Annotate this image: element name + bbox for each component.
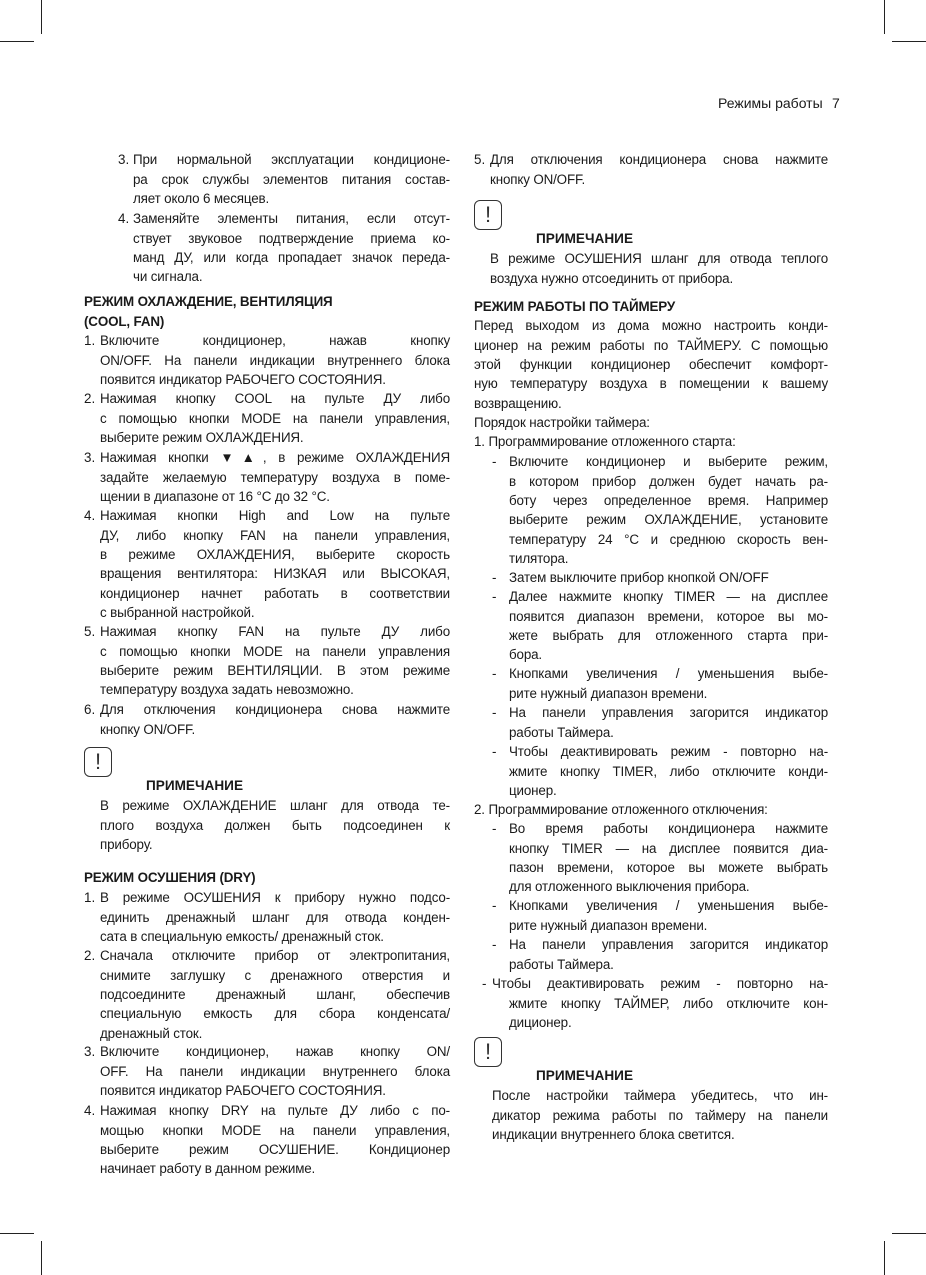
text-line: выберите режим ОХЛАЖДЕНИЕ, установите [509,512,828,528]
text-line: РЕЖИМ ОХЛАЖДЕНИЕ, ВЕНТИЛЯЦИЯ [84,294,333,310]
text-line: Нажимая кнопки ▼▲, в режиме ОХЛАЖДЕНИЯ [100,450,450,466]
list-item [84,1042,450,1100]
text-line: задайте желаемую температуру воздуха в поме- [100,469,450,485]
text-line: в режиме ОХЛАЖДЕНИЯ, выберите скорость [100,547,450,563]
text-line: На панели управления загорится индикатор [509,937,828,953]
text-line: возвращению. [474,395,562,411]
text-line: с выбранной настройкой. [100,605,255,621]
list-item [84,888,450,946]
list-item [118,209,450,287]
text-line: температуру воздуха задать невозможно. [100,682,354,698]
crop-mark [0,1233,34,1234]
text-line: бора. [509,647,542,663]
paragraph [474,316,828,413]
text-line: диционер. [509,1015,572,1031]
bullet-item [492,452,828,568]
text-line: В режиме ОХЛАЖДЕНИЕ шланг для отвода те- [100,798,450,814]
text-line: Перед выходом из дома можно настроить конди- [474,318,828,334]
text-line: выберите режим ВЕНТИЛЯЦИИ. В этом режиме [100,663,450,679]
text-line: Затем выключите прибор кнопкой ON/OFF [509,570,769,586]
note-block [484,1039,828,1144]
text-line: Чтобы деактивировать режим - повторно на- [492,976,828,992]
text-line: Нажимая кнопки High and Low на пульте [100,508,450,524]
list-item [474,150,828,189]
bullet-item [492,703,828,742]
text-line: дренажный сток. [100,1025,203,1041]
text-line: работы Таймера. [509,956,614,972]
item-number: 2. [84,391,96,407]
text-line: Включите кондиционер, нажав кнопку [100,333,450,349]
text-line: Сначала отключите прибор от электропитания, [100,948,450,964]
text-line: В режиме ОСУШЕНИЯ к прибору нужно подсо- [100,890,450,906]
text-line: в котором прибор должен будет начать ра- [509,473,828,489]
text-line: снимите заглушку с дренажного отверстия и [100,967,450,983]
text-line: ционер на режим работы по ТАЙМЕРУ. С помощью [474,337,828,353]
text-line: 1. Программирование отложенного старта: [474,434,736,450]
dash-marker: - [492,821,497,837]
section-heading [474,297,828,316]
text-line: Во время работы кондиционера нажмите [509,821,828,837]
dash-marker: - [492,705,497,721]
page-number: 7 [832,95,840,111]
exclamation-icon: ! [474,200,502,230]
note-title: ПРИМЕЧАНИЕ [146,778,244,794]
text-line: Кнопками увеличения / уменьшения выбе- [509,666,828,682]
bullet-item [482,974,828,1032]
text-line: тилятора. [509,551,569,567]
bullet-item [492,935,828,974]
paragraph [474,800,828,819]
text-line: начинает работу в данном режиме. [100,1161,316,1177]
note-title: ПРИМЕЧАНИЕ [536,231,634,247]
bullet-item [492,587,828,665]
text-line: После настройки таймера убедитесь, что ин- [492,1088,828,1104]
dash-marker: - [492,666,497,682]
text-line: кондиционер начнет работать в соответствии [100,585,450,601]
text-line: Для отключения кондиционера снова нажмите [490,152,828,168]
text-line: ствует звуковое подтверждение приема ко- [133,230,450,246]
item-number: 3. [84,1044,96,1060]
running-header: Режимы работы [718,95,823,111]
text-line: Чтобы деактивировать режим - повторно на- [509,744,828,760]
text-line: Включите кондиционер, нажав кнопку ON/ [100,1044,450,1060]
list-item [84,389,450,447]
dash-marker: - [492,454,497,470]
text-line: При нормальной эксплуатации кондиционе- [133,152,450,168]
dash-marker: - [492,570,497,586]
exclamation-icon: ! [84,747,112,777]
item-number: 1. [84,890,96,906]
bullet-item [492,568,828,587]
text-line: манд ДУ, или когда пропадает значок переда- [133,250,450,266]
text-line: плого воздуха должен быть подсоединен к [100,817,450,833]
list-item [84,506,450,622]
section-heading [84,868,450,887]
crop-mark [892,1233,926,1234]
text-line: 2. Программирование отложенного отключения: [474,802,768,818]
text-line: кнопку TIMER — на дисплее появится диа- [509,840,828,856]
note-block [94,749,450,854]
crop-mark [892,41,926,42]
bullet-item [492,896,828,935]
text-line: рите нужный диапазон времени. [509,685,708,701]
text-line: жмите кнопку TIMER, либо отключите конди- [509,763,828,779]
dash-marker: - [492,589,497,605]
text-line: этой функции кондиционер обеспечит комфорт- [474,357,828,373]
item-number: 6. [84,702,96,718]
section-heading [84,292,450,331]
text-line: ON/OFF. На панели индикации внутреннего блока [100,352,450,368]
paragraph [474,413,828,432]
text-line: дикатор режима работы по таймеру на панели [492,1107,828,1123]
text-line: пазон времени, которое вы можете выбрать [509,860,828,876]
item-number: 5. [84,624,96,640]
text-line: боту через определенное время. Например [509,493,828,509]
text-line: подсоедините дренажный шланг, обеспечив [100,987,450,1003]
item-number: 3. [118,152,130,168]
dash-marker: - [492,937,497,953]
text-line: единить дренажный шланг для отвода конден- [100,909,450,925]
text-line: воздуха нужно отсоединить от прибора. [490,270,734,286]
text-line: появится индикатор РАБОЧЕГО СОСТОЯНИЯ. [100,372,386,388]
note-block [484,202,828,288]
list-item [84,1101,450,1179]
exclamation-icon: ! [474,1037,502,1067]
text-line: РЕЖИМ ОСУШЕНИЯ (DRY) [84,870,256,886]
list-item [84,946,450,1043]
text-line: Кнопками увеличения / уменьшения выбе- [509,898,828,914]
text-line: выберите режим ОСУШЕНИЕ. Кондиционер [100,1142,450,1158]
text-line: ра срок службы элементов питания состав- [133,171,450,187]
text-line: появится диапазон времени, которое вы мо- [509,608,828,624]
text-line: чи сигнала. [133,269,203,285]
text-line: выберите режим ОХЛАЖДЕНИЯ. [100,430,304,446]
text-line: кнопку ON/OFF. [100,721,196,737]
text-line: Далее нажмите кнопку TIMER — на дисплее [509,589,828,605]
text-line: специальную емкость для сбора конденсата/ [100,1006,450,1022]
crop-mark [41,0,42,34]
text-line: ционер. [509,783,557,799]
item-number: 4. [118,211,130,227]
bullet-item [492,664,828,703]
text-line: Нажимая кнопку COOL на пульте ДУ либо [100,391,450,407]
text-line: индикации внутреннего блока светится. [492,1127,735,1143]
note-title: ПРИМЕЧАНИЕ [536,1068,634,1084]
list-item [84,700,450,739]
paragraph [474,432,828,451]
item-number: 2. [84,948,96,964]
text-line: ДУ, либо кнопку FAN на панели управления, [100,527,450,543]
text-line: Заменяйте элементы питания, если отсут- [133,211,450,227]
text-line: (COOL, FAN) [84,313,165,329]
crop-mark [41,1241,42,1275]
text-line: жете выбрать для отложенного старта при- [509,628,828,644]
text-line: для отложенного выключения прибора. [509,879,750,895]
text-line: прибору. [100,837,153,853]
text-line: Нажимая кнопку DRY на пульте ДУ либо с по- [100,1103,450,1119]
text-line: ляет около 6 месяцев. [133,191,270,207]
text-line: Включите кондиционер и выберите режим, [509,454,828,470]
crop-mark [884,1241,885,1275]
bullet-item [492,742,828,800]
list-item [84,331,450,389]
text-line: OFF. На панели индикации внутреннего блока [100,1063,450,1079]
text-line: На панели управления загорится индикатор [509,705,828,721]
text-line: РЕЖИМ РАБОТЫ ПО ТАЙМЕРУ [474,299,676,315]
dash-marker: - [492,898,497,914]
bullet-item [492,819,828,897]
list-item [118,150,450,208]
text-line: Нажимая кнопку FAN на пульте ДУ либо [100,624,450,640]
text-line: мощью кнопки MODE на панели управления, [100,1122,450,1138]
item-number: 3. [84,450,96,466]
item-number: 4. [84,1103,96,1119]
dash-marker: - [482,976,487,992]
item-number: 4. [84,508,96,524]
item-number: 5. [474,152,486,168]
list-item [84,448,450,506]
crop-mark [884,0,885,34]
text-line: вращения вентилятора: НИЗКАЯ или ВЫСОКАЯ, [100,566,450,582]
text-line: В режиме ОСУШЕНИЯ шланг для отвода теплого [490,251,828,267]
text-line: появится индикатор РАБОЧЕГО СОСТОЯНИЯ. [100,1083,386,1099]
text-line: рите нужный диапазон времени. [509,917,708,933]
crop-mark [0,41,34,42]
text-line: кнопку ON/OFF. [490,171,586,187]
text-line: Порядок настройки таймера: [474,415,650,431]
text-line: щении в диапазоне от 16 °С до 32 °С. [100,489,330,505]
dash-marker: - [492,744,497,760]
list-item [84,622,450,700]
text-line: с помощью кнопки MODE на панели управления, [100,410,450,426]
text-line: работы Таймера. [509,724,614,740]
text-line: ную температуру воздуха в помещении к вашему [474,376,828,392]
text-line: температуру 24 °С и среднюю скорость вен- [509,531,828,547]
item-number: 1. [84,333,96,349]
text-line: Для отключения кондиционера снова нажмите [100,702,450,718]
text-line: жмите кнопку ТАЙМЕР, либо отключите кон- [509,995,828,1011]
text-line: сата в специальную емкость/ дренажный сток. [100,929,384,945]
text-line: с помощью кнопки MODE на панели управления [100,643,450,659]
